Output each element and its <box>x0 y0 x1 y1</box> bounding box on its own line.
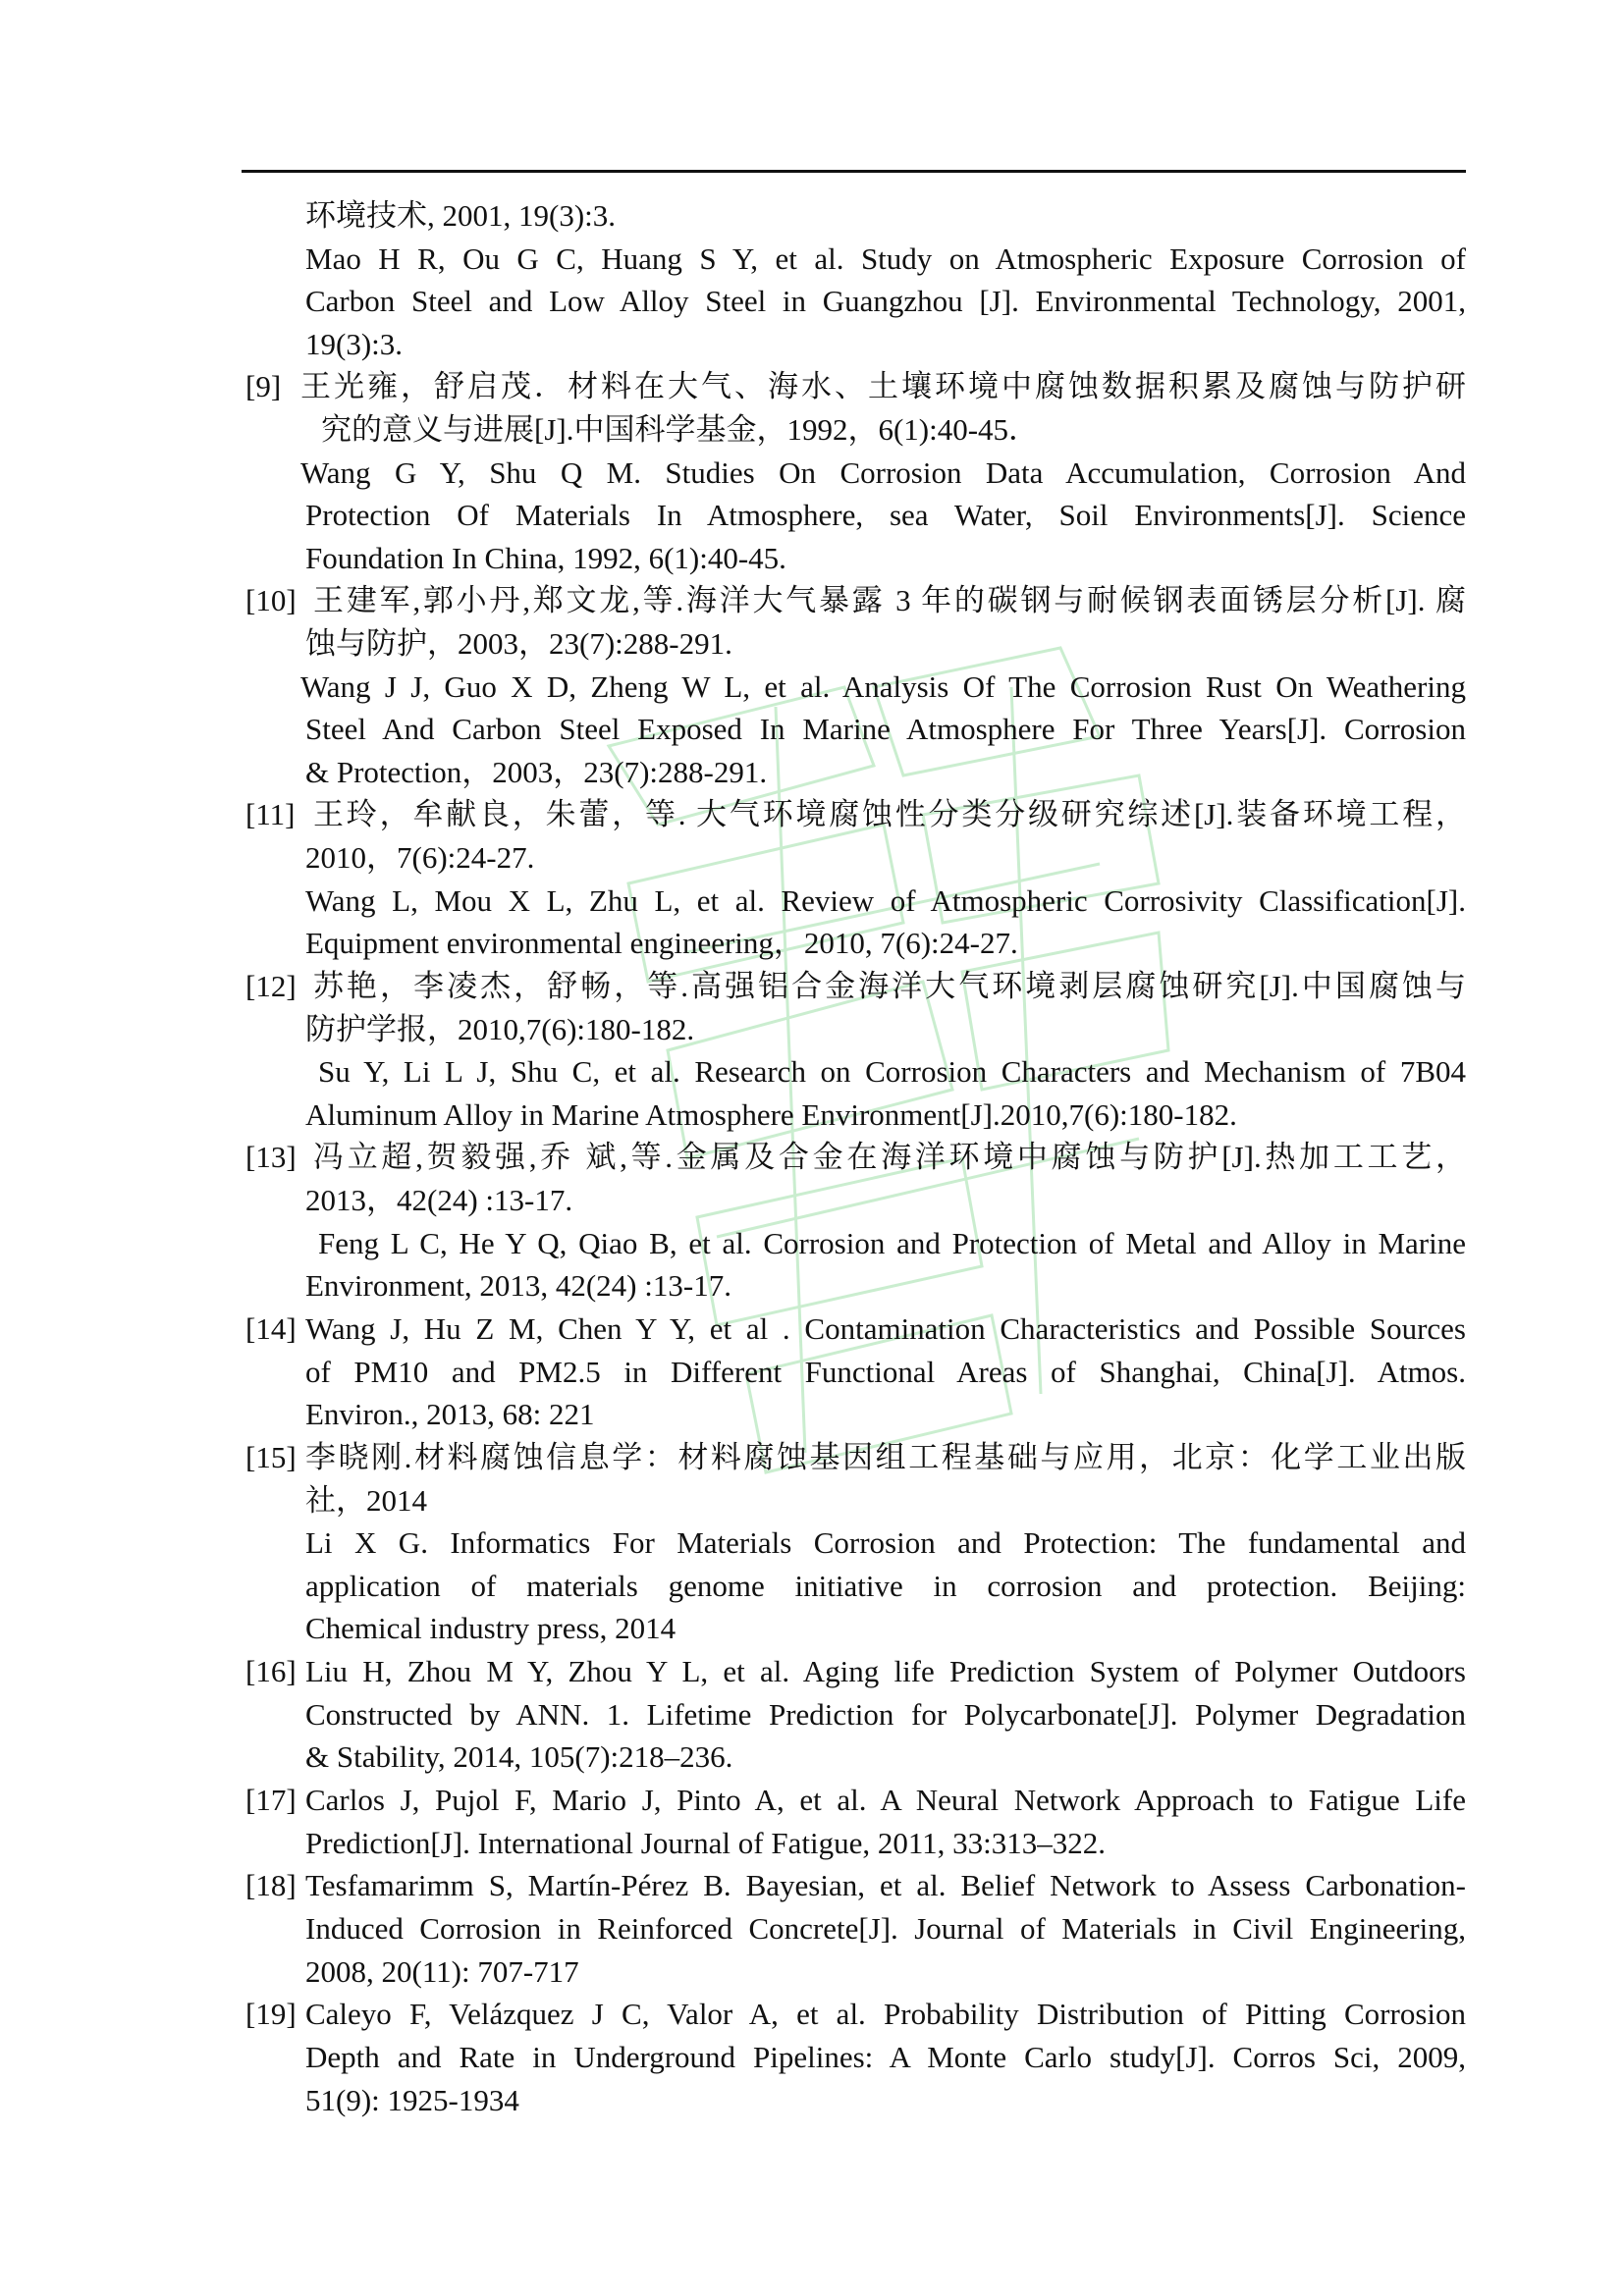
reference-number: [13] <box>245 1140 297 1174</box>
reference-line: Su Y, Li L J, Shu C, et al. Research on Corrosion Characters and Mechanism of 7B04 <box>318 1054 1466 1089</box>
reference-line: 19(3):3. <box>305 326 404 361</box>
reference-item-9 <box>242 365 1466 579</box>
reference-line: Aluminum Alloy in Marine Atmosphere Environment[J].2010,7(6):180-182. <box>305 1096 1237 1132</box>
reference-line: Li X G. Informatics For Materials Corrosion and Protection: The fundamental and <box>305 1525 1466 1560</box>
reference-number: [9] <box>245 369 282 403</box>
reference-line: Induced Corrosion in Reinforced Concrete[J]. Journal of Materials in Civil Engineering, <box>305 1911 1466 1946</box>
reference-line: 环境技术, 2001, 19(3):3. <box>305 198 617 233</box>
reference-number: [14] <box>245 1310 297 1346</box>
reference-line: 社，2014 <box>305 1482 427 1518</box>
header-rule <box>242 170 1466 173</box>
reference-line: Depth and Rate in Underground Pipelines: A Monte Carlo study[J]. Corros Sci, 2009, <box>305 2040 1466 2074</box>
reference-line: Wang G Y, Shu Q M. Studies On Corrosion Data Accumulation, Corrosion And <box>300 454 1466 490</box>
reference-line: 51(9): 1925-1934 <box>305 2082 519 2117</box>
reference-line: Feng L C, He Y Q, Qiao B, et al. Corrosion and Protection of Metal and Alloy in Marine <box>318 1225 1466 1260</box>
reference-item-19 <box>242 1993 1466 2121</box>
reference-line: application of materials genome initiative in corrosion and protection. Beijing: <box>305 1568 1466 1603</box>
reference-line: 防护学报，2010,7(6):180-182. <box>305 1011 695 1046</box>
reference-number: [10] <box>245 583 297 617</box>
reference-number: [17] <box>245 1782 297 1817</box>
reference-line: Foundation In China, 1992, 6(1):40-45. <box>305 540 786 575</box>
reference-item-11 <box>242 793 1466 965</box>
reference-line: 王光雍，舒启茂．材料在大气、海水、土壤环境中腐蚀数据积累及腐蚀与防护研 <box>300 369 1466 403</box>
reference-line: Protection Of Materials In Atmosphere, sea Water, Soil Environments[J]. Science <box>305 498 1466 532</box>
reference-line: 2013，42(24) :13-17. <box>305 1183 573 1217</box>
reference-line: 2008, 20(11): 707-717 <box>305 1953 579 1989</box>
reference-item-10 <box>242 579 1466 793</box>
reference-line: & Protection，2003，23(7):288-291. <box>305 754 768 789</box>
reference-item-12 <box>242 965 1466 1137</box>
reference-number: [19] <box>245 1997 297 2031</box>
reference-item-17 <box>242 1779 1466 1865</box>
reference-line: 蚀与防护，2003，23(7):288-291. <box>305 626 732 661</box>
reference-number: [15] <box>245 1439 297 1474</box>
reference-line: 究的意义与进展[J].中国科学基金，1992，6(1):40-45． <box>321 412 1040 447</box>
reference-continuation <box>242 194 1466 365</box>
reference-line: Steel And Carbon Steel Exposed In Marine Atmosphere For Three Years[J]. Corrosion <box>305 712 1466 746</box>
reference-line: Tesfamarimm S, Martín-Pérez B. Bayesian, et al. Belief Network to Assess Carbonation- <box>305 1868 1466 1902</box>
reference-line: Wang L, Mou X L, Zhu L, et al. Review of Atmospheric Corrosivity Classification[J]. <box>305 882 1466 918</box>
reference-line: 王玲，牟献良，朱蕾，等. 大气环境腐蚀性分类分级研究综述[J].装备环境工程， <box>313 797 1466 831</box>
reference-item-16 <box>242 1650 1466 1779</box>
reference-line: Equipment environmental engineering，2010, 7(6):24-27. <box>305 926 1018 960</box>
reference-item-13 <box>242 1136 1466 1308</box>
reference-line: Prediction[J]. International Journal of Fatigue, 2011, 33:313–322. <box>305 1825 1107 1860</box>
reference-line: Environ., 2013, 68: 221 <box>305 1397 595 1431</box>
reference-number: [12] <box>245 968 297 1003</box>
reference-line: Carlos J, Pujol F, Mario J, Pinto A, et al. A Neural Network Approach to Fatigue Life <box>305 1782 1466 1817</box>
reference-line: Wang J J, Guo X D, Zheng W L, et al. Analysis Of The Corrosion Rust On Weathering <box>300 668 1466 704</box>
reference-item-14 <box>242 1308 1466 1436</box>
reference-line: Liu H, Zhou M Y, Zhou Y L, et al. Aging life Prediction System of Polymer Outdoors <box>305 1653 1466 1688</box>
reference-line: 苏艳，李凌杰，舒畅，等.高强铝合金海洋大气环境剥层腐蚀研究[J].中国腐蚀与 <box>313 968 1466 1003</box>
reference-line: Constructed by ANN. 1. Lifetime Prediction for Polycarbonate[J]. Polymer Degradation <box>305 1696 1466 1732</box>
reference-item-18 <box>242 1864 1466 1993</box>
reference-line: 冯立超,贺毅强,乔 斌,等.金属及合金在海洋环境中腐蚀与防护[J].热加工工艺， <box>313 1140 1466 1174</box>
reference-number: [11] <box>245 797 296 831</box>
reference-line: Chemical industry press, 2014 <box>305 1611 677 1645</box>
reference-line: Carbon Steel and Low Alloy Steel in Guangzhou [J]. Environmental Technology, 2001, <box>305 284 1466 318</box>
reference-line: Caleyo F, Velázquez J C, Valor A, et al. Probability Distribution of Pitting Corrosion <box>305 1997 1466 2031</box>
reference-list <box>242 194 1466 2121</box>
reference-number: [18] <box>245 1868 297 1902</box>
reference-line: 李晓刚.材料腐蚀信息学：材料腐蚀基因组工程基础与应用，北京：化学工业出版 <box>305 1439 1466 1474</box>
reference-item-15 <box>242 1436 1466 1650</box>
reference-line: Mao H R, Ou G C, Huang S Y, et al. Study on Atmospheric Exposure Corrosion of <box>305 240 1466 276</box>
reference-line: & Stability, 2014, 105(7):218–236. <box>305 1739 733 1774</box>
reference-number: [16] <box>245 1653 297 1688</box>
reference-line: Environment, 2013, 42(24) :13-17. <box>305 1268 731 1303</box>
reference-line: of PM10 and PM2.5 in Different Functional Areas of Shanghai, China[J]. Atmos. <box>305 1354 1466 1389</box>
reference-line: 2010，7(6):24-27. <box>305 840 535 875</box>
reference-line: 王建军,郭小丹,郑文龙,等.海洋大气暴露 3 年的碳钢与耐候钢表面锈层分析[J]. 腐 <box>313 583 1466 617</box>
reference-line: Wang J, Hu Z M, Chen Y Y, et al . Contamination Characteristics and Possible Sources <box>305 1310 1466 1346</box>
